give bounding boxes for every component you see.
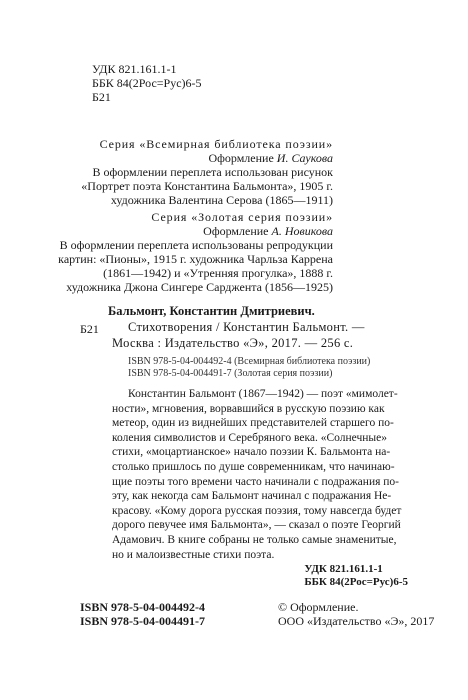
catalog-description [112,387,401,562]
description-line: метеор, один из виднейших представителей старшего по- [112,417,394,430]
description-line: Константин Бальмонт (1867—1942) — поэт «мимолет- [128,388,398,400]
series1-design: Оформление И. Саукова [208,151,333,165]
udk-block [92,62,202,104]
author-mark: Б21 [92,90,111,104]
footer-isbn1: ISBN 978-5-04-004492-4 [80,600,205,614]
series2-note-4: художника Джона Сингере Сарджента (1856—1925) [66,280,333,294]
series2-title: Серия «Золотая серия поэзии» [151,210,333,224]
series1-note-2: «Портрет поэта Константина Бальмонта», 1905 г. [81,179,333,193]
description-line: коления символистов и Серебряного века. «Солнечные» [112,431,387,444]
description-line: щие поэты того времени часто начинали с подражания по- [112,475,399,488]
description-line: Адамович. В книге собраны не только самые знаменитые, [112,533,397,546]
catalog-title-line2: Москва : Издательство «Э», 2017. — 256 с. [112,336,354,350]
catalog-classification [304,563,408,589]
description-line: ности», мгновения, ворвавшийся в русскую поэзию как [112,402,385,415]
series1-note-1: В оформлении переплета использован рисунок [92,165,333,179]
series2-designer: А. Новикова [271,224,333,238]
series2-note-2: картин: «Пионы», 1915 г. художника Чарльза Каррена [58,252,333,266]
series2-design: Оформление А. Новикова [203,224,333,238]
description-line: столько пришлось по душе современникам, что начинаю- [112,460,395,473]
copyright-publisher: ООО «Издательство «Э», 2017 [278,614,435,628]
catalog-code: Б21 [80,322,99,336]
catalog-isbn1: ISBN 978-5-04-004492-4 (Всемирная библиотека поэзии) [128,356,371,367]
series1-designer: И. Саукова [276,151,333,165]
series2-note-1: В оформлении переплета использованы репродукции [59,238,333,252]
description-line: красову. «Кому дорога русская поэзия, тому навсегда будет [112,504,402,517]
series1-title: Серия «Всемирная библиотека поэзии» [99,137,333,151]
series1-note-3: художника Валентина Серова (1865—1911) [110,193,333,207]
series2-note-3: (1861—1942) и «Утренняя прогулка», 1888 г. [103,266,333,280]
catalog-bbk: ББК 84(2Рос=Рус)6-5 [304,576,408,588]
bbk-code: ББК 84(2Рос=Рус)6-5 [92,76,202,90]
description-line: дорого певучее имя Бальмонта», — сказал о поэте Георгий [112,519,401,532]
description-line: но и малоизвестные стихи поэта. [112,548,275,561]
footer-isbn-block [80,600,205,628]
description-line: стихи, «моцартианское» начало поэзии К. Бальмонта на- [112,446,391,459]
series1-block [81,137,333,207]
catalog-author: Бальмонт, Константин Дмитриевич. [108,304,315,318]
series2-block [58,210,333,294]
udk-code: УДК 821.161.1-1 [92,62,177,76]
footer-copyright-block [278,600,434,628]
footer-isbn2: ISBN 978-5-04-004491-7 [80,614,205,628]
description-line: эту, как некогда сам Бальмонт начинал с подражания Не- [112,490,392,503]
catalog-isbn2: ISBN 978-5-04-004491-7 (Золотая серия поэзии) [128,368,333,379]
copyright-design: © Оформление. [278,600,359,614]
catalog-title-line1: Стихотворения / Константин Бальмонт. — [128,320,365,334]
catalog-udk: УДК 821.161.1-1 [304,563,383,575]
